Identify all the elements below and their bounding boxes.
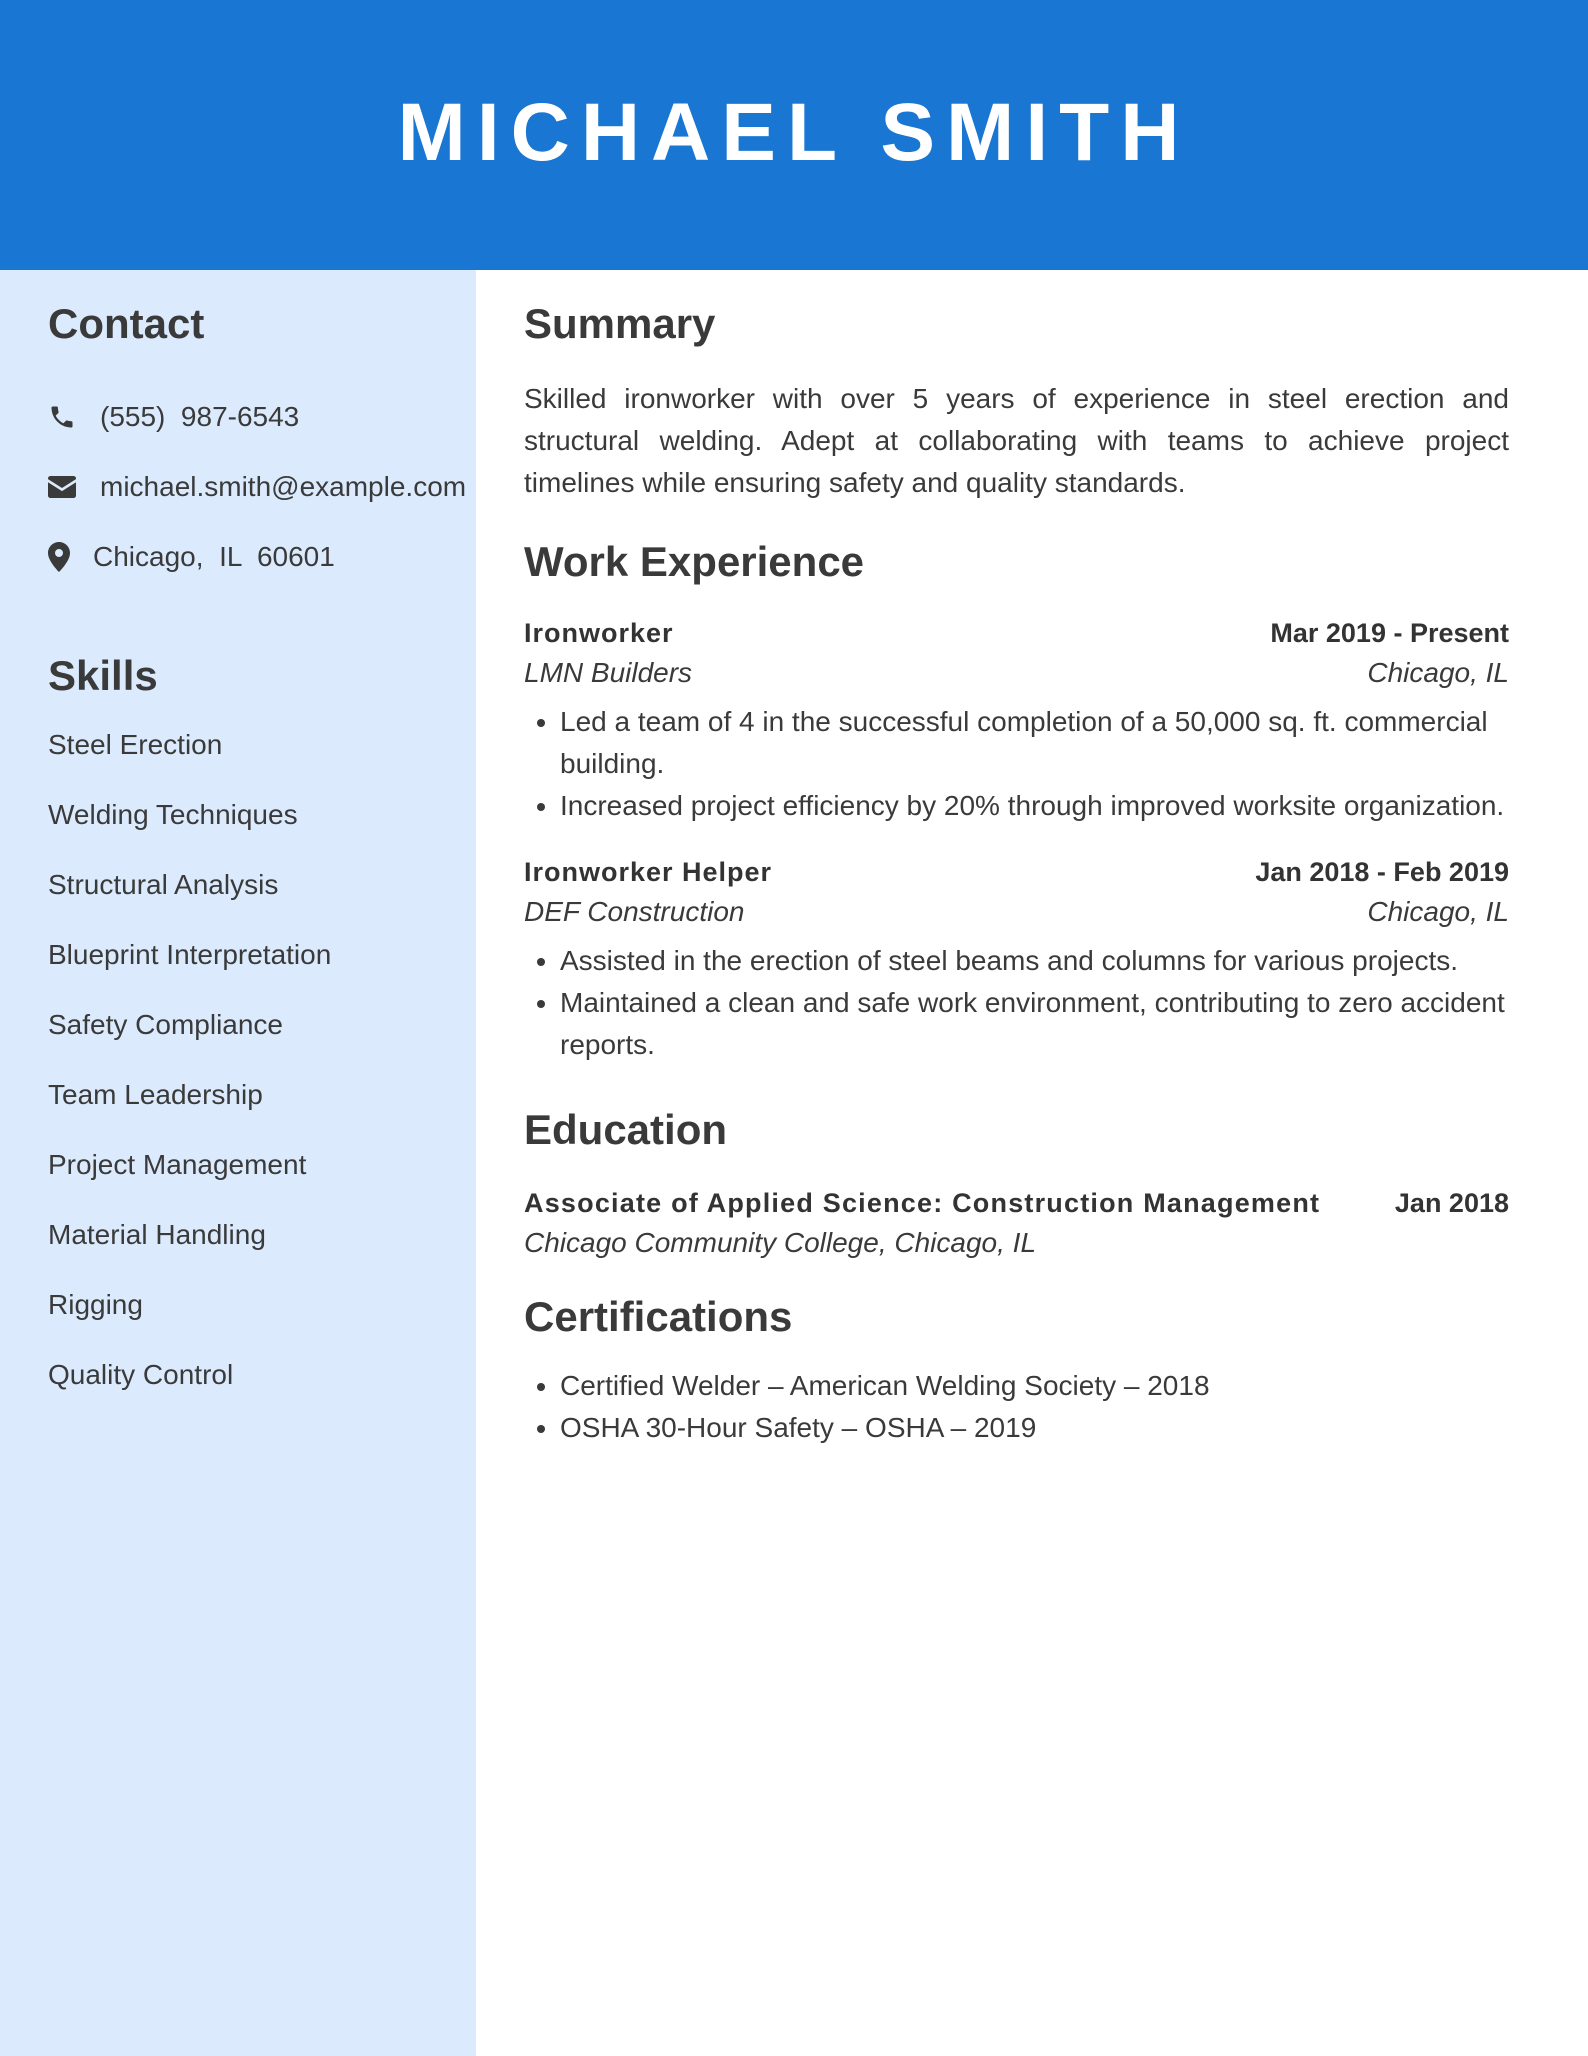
certification-item: • Certified Welder – American Welding Society – 2018 bbox=[560, 1365, 1509, 1407]
summary-section bbox=[524, 300, 1509, 504]
skill-item: Blueprint Interpretation bbox=[48, 939, 332, 970]
contact-location bbox=[48, 522, 476, 592]
main-content bbox=[524, 270, 1509, 1449]
resume-header bbox=[0, 0, 1588, 270]
envelope-icon bbox=[48, 472, 78, 502]
map-pin-icon bbox=[48, 542, 78, 572]
education-school: Chicago Community College, Chicago, IL bbox=[524, 1227, 1037, 1258]
education-section bbox=[524, 1106, 1509, 1259]
certifications-heading: Certifications bbox=[524, 1293, 793, 1340]
job-dates: Mar 2019 - Present bbox=[1270, 618, 1509, 648]
email-text: michael.smith@example.com bbox=[100, 471, 467, 502]
summary-text: Skilled ironworker with over 5 years of experience in steel erection and structural welding. Adept at collaborating with teams to achieve project timelines while ensuring safety and quality standards. bbox=[524, 383, 1509, 498]
job-location: Chicago, IL bbox=[1367, 657, 1509, 688]
summary-heading: Summary bbox=[524, 300, 716, 347]
work-experience-heading: Work Experience bbox=[524, 538, 865, 585]
skill-item: Team Leadership bbox=[48, 1079, 263, 1110]
education-heading: Education bbox=[524, 1106, 728, 1153]
education-entry bbox=[524, 1188, 1509, 1259]
skill-item: Project Management bbox=[48, 1149, 307, 1180]
contact-list bbox=[48, 382, 476, 592]
job-bullet: • Led a team of 4 in the successful completion of a 50,000 sq. ft. commercial building. bbox=[560, 701, 1509, 785]
work-experience-section bbox=[524, 538, 1509, 1066]
job-title: Ironworker Helper bbox=[524, 857, 773, 887]
job-dates: Jan 2018 - Feb 2019 bbox=[1255, 857, 1509, 887]
contact-email bbox=[48, 452, 476, 522]
phone-icon bbox=[48, 402, 78, 432]
location-text: Chicago, IL 60601 bbox=[93, 541, 335, 572]
skill-item: Safety Compliance bbox=[48, 1009, 284, 1040]
phone-text: (555) 987-6543 bbox=[100, 401, 300, 432]
job-company: DEF Construction bbox=[524, 896, 745, 927]
skill-item: Structural Analysis bbox=[48, 869, 279, 900]
skills-list bbox=[48, 728, 476, 1428]
skill-item: Quality Control bbox=[48, 1359, 234, 1390]
certifications-section bbox=[524, 1293, 1509, 1449]
job-bullets bbox=[524, 940, 1509, 1066]
skills-heading: Skills bbox=[48, 652, 158, 699]
job-bullet: • Maintained a clean and safe work environment, contributing to zero accident reports. bbox=[560, 982, 1509, 1066]
contact-heading: Contact bbox=[48, 300, 205, 347]
job-company: LMN Builders bbox=[524, 657, 693, 688]
job-entry bbox=[524, 857, 1509, 1066]
certification-item: • OSHA 30-Hour Safety – OSHA – 2019 bbox=[560, 1407, 1509, 1449]
skill-item: Material Handling bbox=[48, 1219, 266, 1250]
job-bullet: • Assisted in the erection of steel beams and columns for various projects. bbox=[560, 940, 1509, 982]
contact-phone bbox=[48, 382, 476, 452]
job-title: Ironworker bbox=[524, 618, 674, 648]
skill-item: Steel Erection bbox=[48, 729, 223, 760]
certifications-list bbox=[524, 1365, 1509, 1449]
skill-item: Welding Techniques bbox=[48, 799, 298, 830]
job-bullet: • Increased project efficiency by 20% through improved worksite organization. bbox=[560, 785, 1509, 827]
education-degree: Associate of Applied Science: Construction Management bbox=[524, 1188, 1321, 1218]
job-entry bbox=[524, 618, 1509, 827]
job-bullets bbox=[524, 701, 1509, 827]
job-location: Chicago, IL bbox=[1367, 896, 1509, 927]
candidate-name: MICHAEL SMITH bbox=[397, 87, 1191, 178]
sidebar bbox=[0, 270, 476, 2056]
skill-item: Rigging bbox=[48, 1289, 143, 1320]
education-date: Jan 2018 bbox=[1394, 1188, 1509, 1218]
